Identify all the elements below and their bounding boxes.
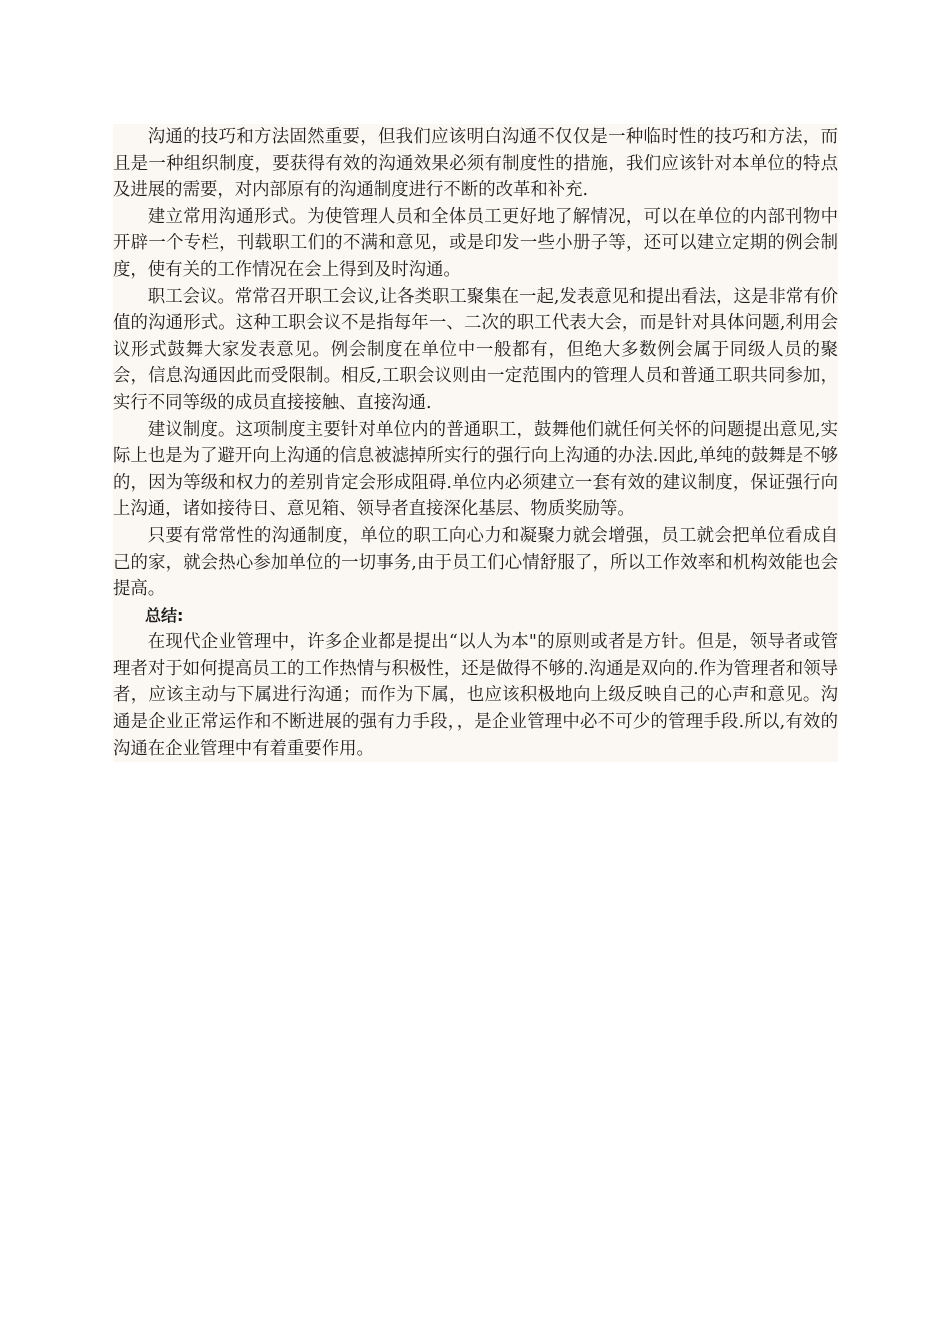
paragraph-communication-skills: 沟通的技巧和方法固然重要，但我们应该明白沟通不仅仅是一种临时性的技巧和方法，而且是一种组织制度，要获得有效的沟通效果必须有制度性的措施，我们应该针对本单位的特点及进展的需要，对内部原有的沟通制度进行不断的改革和补充. (113, 127, 838, 201)
summary-heading: 总结: (145, 605, 184, 625)
paragraph-suggestion-system: 建议制度。这项制度主要针对单位内的普通职工，鼓舞他们就任何关怀的问题提出意见,实际上也是为了避开向上沟通的信息被滤掉所实行的强行向上沟通的办法.因此,单纯的鼓舞是不够的，因为等级和权力的差别肯定会形成阻碍.单位内必须建立一套有效的建议制度，保证强行向上沟通，诸如接待日、意见箱、领导者直接深化基层、物质奖励等。 (113, 419, 838, 520)
document-body (113, 124, 838, 762)
paragraph-staff-meetings: 职工会议。常常召开职工会议,让各类职工聚集在一起,发表意见和提出看法，这是非常有价值的沟通形式。这种工职会议不是指每年一、二次的职工代表大会，而是针对具体问题,利用会议形式鼓舞大家发表意见。例会制度在单位中一般都有，但绝大多数例会属于同级人员的聚会，信息沟通因此而受限制。相反,工职会议则由一定范围内的管理人员和普通工职共同参加，实行不同等级的成员直接接触、直接沟通. (113, 286, 838, 413)
paragraph-regular-communication: 只要有常常性的沟通制度，单位的职工向心力和凝聚力就会增强，员工就会把单位看成自己的家，就会热心参加单位的一切事务,由于员工们心情舒服了，所以工作效率和机构效能也会提高。 (113, 525, 838, 600)
summary-paragraph: 在现代企业管理中，许多企业都是提出“以人为本"的原则或者是方针。但是，领导者或管理者对于如何提高员工的工作热情与积极性，还是做得不够的.沟通是双向的.作为管理者和领导者，应该主动与下属进行沟通；而作为下属，也应该积极地向上级反映自己的心声和意见。沟通是企业正常运作和不断进展的强有力手段，，是企业管理中必不可少的管理手段.所以,有效的沟通在企业管理中有着重要作用。 (113, 632, 838, 759)
paragraph-regular-forms: 建立常用沟通形式。为使管理人员和全体员工更好地了解情况，可以在单位的内部刊物中开辟一个专栏，刊载职工们的不满和意见，或是印发一些小册子等，还可以建立定期的例会制度，使有关的工作情况在会上得到及时沟通。 (113, 206, 838, 280)
